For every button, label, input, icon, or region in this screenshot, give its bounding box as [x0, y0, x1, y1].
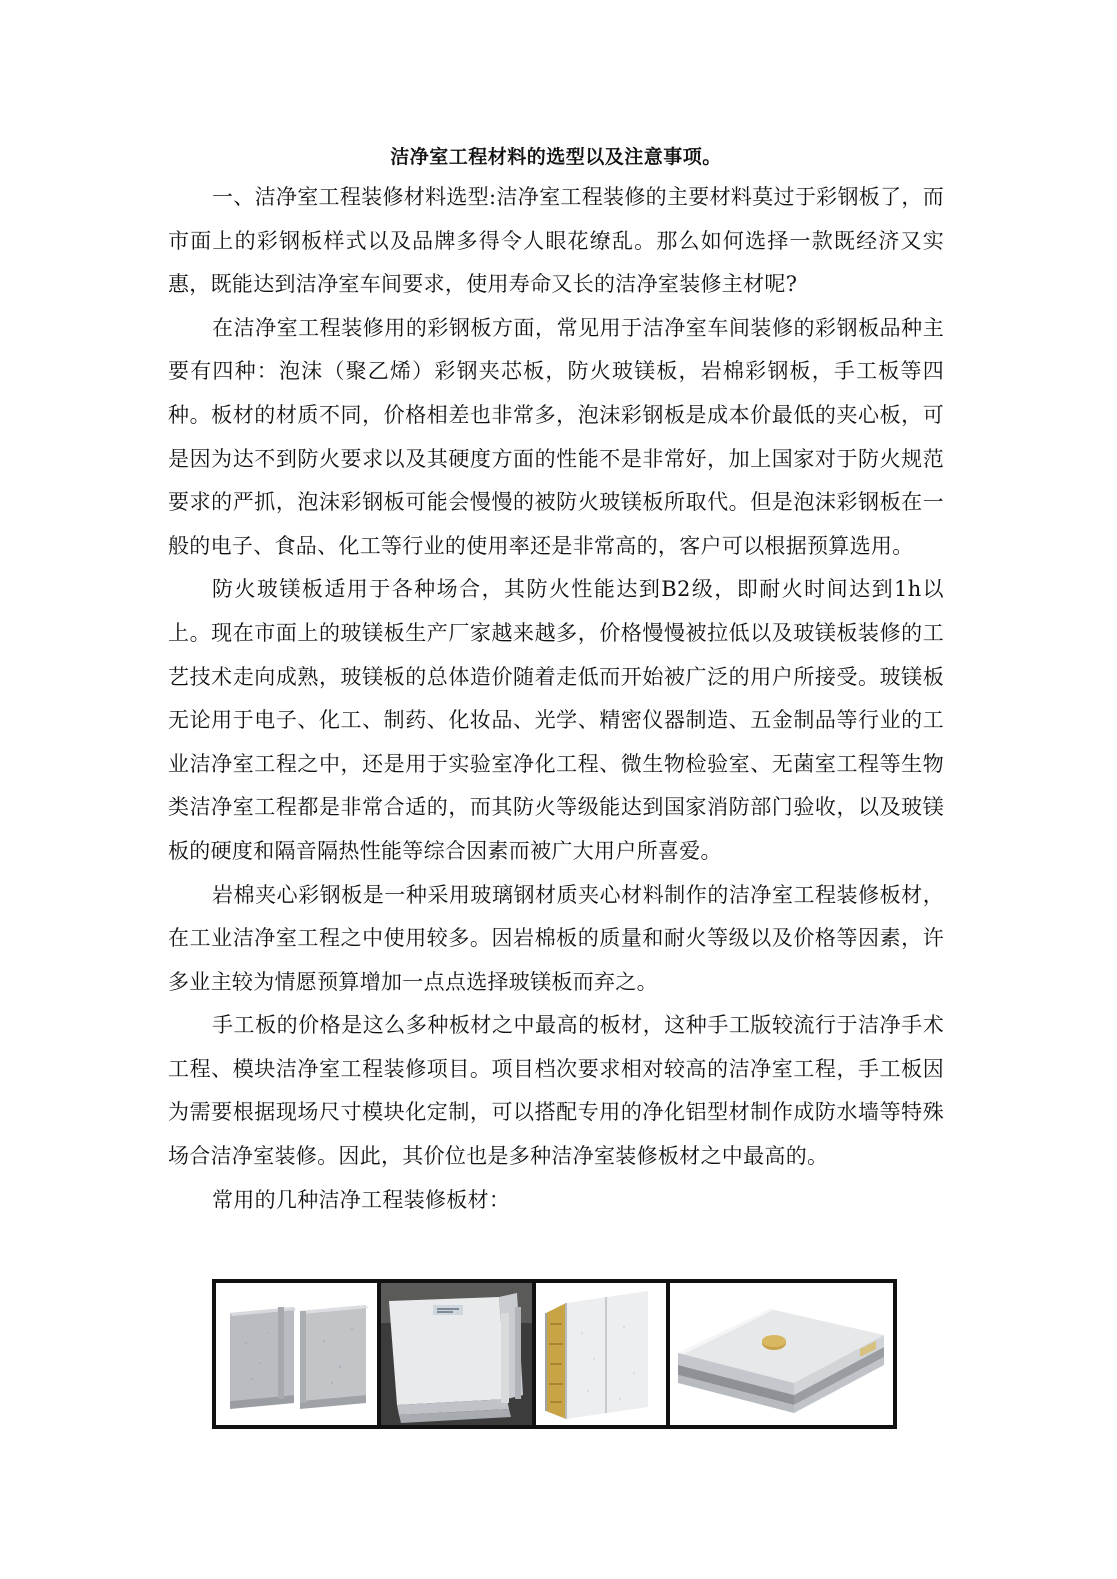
paragraph-steel-panel-types: 在洁净室工程装修用的彩钢板方面，常见用于洁净室车间装修的彩钢板品种主要有四种：泡沫（聚乙烯）彩钢夹芯板，防火玻镁板，岩棉彩钢板，手工板等四种。板材的材质不同，价格相差也非常多，泡沫彩钢板是成本价最低的夹心板，可是因为达不到防火要求以及其硬度方面的性能不是非常好，加上国家对于防火规范要求的严抓，泡沫彩钢板可能会慢慢的被防火玻镁板所取代。但是泡沫彩钢板在一般的电子、食品、化工等行业的使用率还是非常高的，客户可以根据预算选用。 [168, 315, 944, 558]
paragraph-handmade-panel: 手工板的价格是这么多种板材之中最高的板材，这种手工版较流行于洁净手术工程、模块洁净室工程装修项目。项目档次要求相对较高的洁净室工程，手工板因为需要根据现场尺寸模块化定制，可以搭配专用的净化铝型材制作成防水墙等特殊场合洁净室装修。因此，其价位也是多种洁净室装修板材之中最高的。 [168, 1013, 944, 1169]
paragraph-rock-wool-panel: 岩棉夹心彩钢板是一种采用玻璃钢材质夹心材料制作的洁净室工程装修板材，在工业洁净室工程之中使用较多。因岩棉板的质量和耐火等级以及价格等因素，许多业主较为情愿预算增加一点点选择玻镁板而弃之。 [168, 882, 944, 994]
paragraph-gallery-caption: 常用的几种洁净工程装修板材： [212, 1187, 511, 1212]
document-body [168, 142, 944, 1222]
eps-sandwich-panel-photo [216, 1283, 377, 1425]
paragraph-glass-magnesium-panel: 防火玻镁板适用于各种场合，其防火性能达到B2级，即耐火时间达到1h以上。现在市面上的玻镁板生产厂家越来越多，价格慢慢被拉低以及玻镁板装修的工艺技术走向成熟，玻镁板的总体造价随着走低而开始被广泛的用户所接受。玻镁板无论用于电子、化工、制药、化妆品、光学、精密仪器制造、五金制品等行业的工业洁净室工程之中，还是用于实验室净化工程、微生物检验室、无菌室工程等生物类洁净室工程都是非常合适的，而其防火等级能达到国家消防部门验收，以及玻镁板的硬度和隔音隔热性能等综合因素而被广大用户所喜爱。 [168, 577, 944, 863]
glass-magnesium-panel-photo [381, 1283, 532, 1425]
handmade-panel-photo [670, 1283, 893, 1425]
rock-wool-panel-photo [536, 1283, 666, 1425]
document-title: 洁净室工程材料的选型以及注意事项。 [390, 146, 722, 168]
panel-photo-gallery [212, 1279, 897, 1429]
paragraph-material-selection: 一、洁净室工程装修材料选型:洁净室工程装修的主要材料莫过于彩钢板了，而市面上的彩钢板样式以及品牌多得令人眼花缭乱。那么如何选择一款既经济又实惠，既能达到洁净室车间要求，使用寿命又长的洁净室装修主材呢? [168, 185, 944, 297]
